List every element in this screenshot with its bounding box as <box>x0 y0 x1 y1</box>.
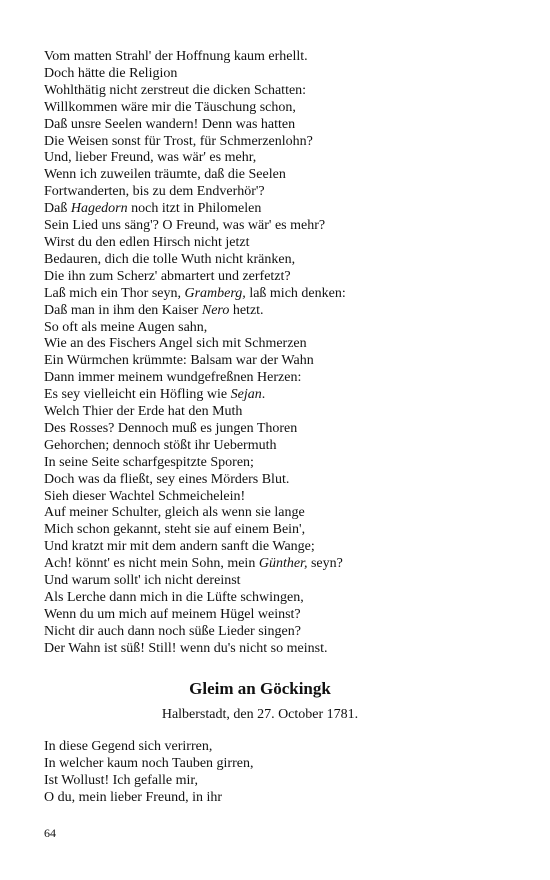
poem-line: Doch was da fließt, sey eines Mörders Blut. <box>44 471 290 487</box>
poem-line: Sieh dieser Wachtel Schmeichelein! <box>44 488 246 504</box>
poem-line: So oft als meine Augen sahn, <box>44 319 208 335</box>
letter-dateline: Halberstadt, den 27. October 1781. <box>161 707 359 722</box>
poem-line: Wenn ich zuweilen träumte, daß die Seelen <box>44 167 286 183</box>
letter-heading: Gleim an Göckingk <box>189 679 331 698</box>
poem-line: Ist Wollust! Ich gefalle mir, <box>44 772 198 788</box>
poem-line: Dann immer meinem wundgefreßnen Herzen: <box>44 370 302 386</box>
italic-name: Günther, <box>258 556 308 572</box>
poem-line: In seine Seite scharfgespitzte Sporen; <box>44 454 254 470</box>
letter-poem <box>44 739 524 807</box>
poem-line: Des Rosses? Dennoch muß es jungen Thoren <box>44 420 298 436</box>
poem-line: Fortwanderten, bis zu dem Endverhör'? <box>44 184 265 200</box>
poem-line: Wohlthätig nicht zerstreut die dicken Schatten: <box>44 82 307 98</box>
poem-line: O du, mein lieber Freund, in ihr <box>44 789 223 805</box>
poem-line: Die Weisen sonst für Trost, für Schmerzenlohn? <box>44 133 313 149</box>
italic-name: Hagedorn <box>70 201 128 217</box>
poem-line: Als Lerche dann mich in die Lüfte schwingen, <box>44 590 304 605</box>
poem-line: Und warum sollt' ich nicht dereinst <box>44 573 241 589</box>
poem-line: Nicht dir auch dann noch süße Lieder singen? <box>44 623 301 639</box>
poem-line: Es sey vielleicht ein Höfling wie Sejan. <box>44 387 266 403</box>
poem-line: Wie an des Fischers Angel sich mit Schmerzen <box>44 336 307 352</box>
poem-line: Und, lieber Freund, was wär' es mehr, <box>44 150 257 166</box>
poem-line: Willkommen wäre mir die Täuschung schon, <box>44 99 296 115</box>
poem-line: Und kratzt mir mit dem andern sanft die Wange; <box>44 539 315 555</box>
poem-continuation <box>44 49 524 658</box>
poem-line: Mich schon gekannt, steht sie auf einem Bein', <box>44 522 306 538</box>
poem-line: Daß unsre Seelen wandern! Denn was hatten <box>44 116 296 132</box>
poem-line: Bedauren, dich die tolle Wuth nicht kränken, <box>44 251 296 267</box>
poem-line: Gehorchen; dennoch stößt ihr Uebermuth <box>44 437 277 453</box>
italic-name: Nero <box>201 302 230 318</box>
poem-line: Wirst du den edlen Hirsch nicht jetzt <box>44 234 250 250</box>
poem-line: Ach! könnt' es nicht mein Sohn, mein Günther, seyn? <box>44 556 343 572</box>
poem-line: Vom matten Strahl' der Hoffnung kaum erhellt. <box>44 49 308 64</box>
poem-line: Der Wahn ist süß! Still! wenn du's nicht so meinst. <box>44 640 328 656</box>
poem-line: In welcher kaum noch Tauben girren, <box>44 755 254 771</box>
poem-line: Daß Hagedorn noch itzt in Philomelen <box>44 201 262 217</box>
italic-name: Gramberg, <box>184 285 246 301</box>
poem-line: Daß man in ihm den Kaiser Nero hetzt. <box>44 302 264 318</box>
poem-line: In diese Gegend sich verirren, <box>44 739 213 754</box>
poem-line: Ein Würmchen krümmte: Balsam war der Wahn <box>44 353 314 369</box>
italic-name: Sejan <box>230 387 262 403</box>
poem-line: Doch hätte die Religion <box>44 65 178 81</box>
poem-line: Auf meiner Schulter, gleich als wenn sie lange <box>44 505 305 521</box>
poem-line: Welch Thier der Erde hat den Muth <box>44 404 243 420</box>
poem-line: Laß mich ein Thor seyn, Gramberg, laß mich denken: <box>44 285 346 301</box>
poem-line: Sein Lied uns säng'? O Freund, was wär' es mehr? <box>44 218 326 234</box>
poem-line: Die ihn zum Scherz' abmartert und zerfetzt? <box>44 268 291 284</box>
poem-line: Wenn du um mich auf meinem Hügel weinst? <box>44 606 301 622</box>
page-number: 64 <box>44 826 56 840</box>
